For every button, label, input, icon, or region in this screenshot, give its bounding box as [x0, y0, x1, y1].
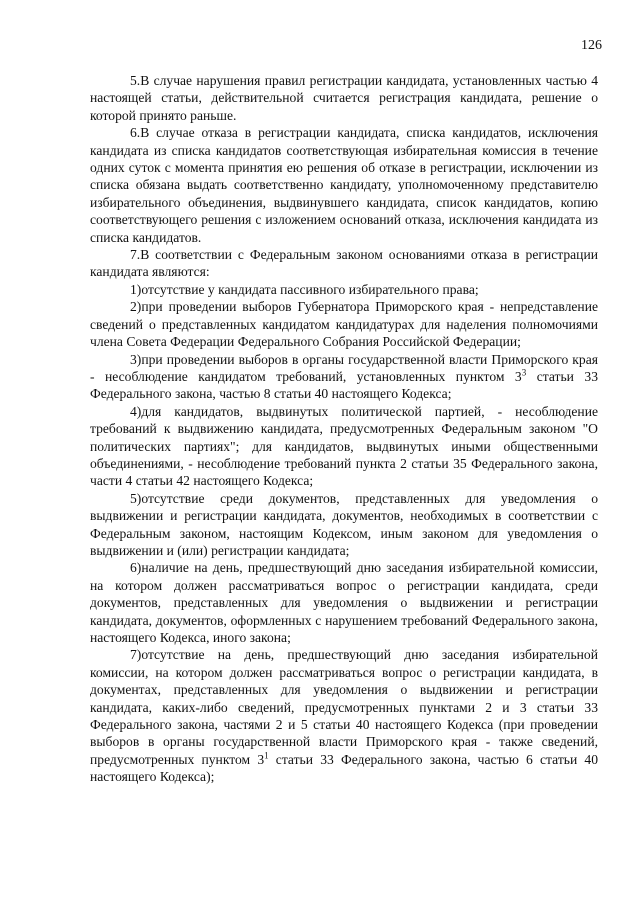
list-item-5: 5)отсутствие среди документов, представленных для уведомления о выдвижении и регистрации кандидата, документов, необходимых в соответствии с Федеральным законом, настоящим Кодексом, иным законом для уведомления о выдвижении и (или) регистрации кандидата;: [90, 490, 598, 558]
list-item-3-text-a: 3)при проведении выборов в органы государственной власти Приморского края - несоблюдение кандидатом требований, установленных пунктом 3: [90, 351, 598, 384]
document-body: [90, 72, 598, 786]
list-item-4: 4)для кандидатов, выдвинутых политической партией, - несоблюдение требований к выдвижению кандидата, предусмотренных Федеральным законом "О политических партиях"; для кандидатов, выдвинутых иными общественными объединениями, - несоблюдение требований пункта 2 статьи 35 Федерального закона, части 4 статьи 42 настоящего Кодекса;: [90, 403, 598, 489]
list-item-2: 2)при проведении выборов Губернатора Приморского края - непредставление сведений о представленных кандидатом кандидатурах для наделения полномочиями члена Совета Федерации Федерального Собрания Российской Федерации;: [90, 299, 598, 350]
list-item-6: 6)наличие на день, предшествующий дню заседания избирательной комиссии, на котором должен рассматриваться вопрос о регистрации кандидата, среди документов, представленных для уведомления о выдвижении и регистрации кандидата, документов, оформленных с нарушением требований Федерального закона, настоящего Кодекса, иного закона;: [90, 560, 598, 645]
list-item-7-text-a: 7)отсутствие на день, предшествующий дню заседания избирательной комиссии, на котором должен рассматриваться вопрос о регистрации кандидата, в документах, представленных для уведомления о выдвижении и регистрации кандидата, каких-либо сведений, предусмотренных пунктами 2 и 3 статьи 33 Федерального закона, частями 2 и 5 статьи 40 настоящего Кодекса (при проведении выборов в органы государственной власти Приморского края - также сведений, предусмотренных пунктом 3: [90, 647, 598, 767]
list-item-7: [90, 646, 598, 785]
list-item-1: 1)отсутствие у кандидата пассивного избирательного права;: [130, 281, 479, 297]
list-item-7-text-b: статьи 33 Федерального закона, частью 6 статьи 40 настоящего Кодекса);: [90, 751, 599, 785]
paragraph-5: 5.В случае нарушения правил регистрации кандидата, установленных частью 4 настоящей статьи, действительной считается регистрация кандидата, решение о которой принято раньше.: [90, 73, 598, 123]
list-item-3-text-b: статьи 33 Федерального закона, частью 8 статьи 40 настоящего Кодекса;: [90, 368, 598, 402]
paragraph-6: 6.В случае отказа в регистрации кандидата, списка кандидатов, исключения кандидата из списка кандидатов соответствующая избирательная комиссия в течение одних суток с момента принятия ею решения об отказе в регистрации, исключении из списка обязана выдать соответственно кандидату, уполномоченному представителю избирательного объединения, выдвинувшего кандидата, список кандидатов, копию соответствующего решения с изложением оснований отказа, исключения кандидата из списка кандидатов.: [90, 125, 598, 245]
list-item-3-superscript: 3: [521, 367, 527, 378]
page-number: 126: [581, 38, 602, 53]
paragraph-7: 7.В соответствии с Федеральным законом основаниями отказа в регистрации кандидата являются:: [90, 247, 598, 280]
list-item-3: [90, 351, 598, 403]
list-item-7-superscript: 1: [264, 750, 269, 761]
